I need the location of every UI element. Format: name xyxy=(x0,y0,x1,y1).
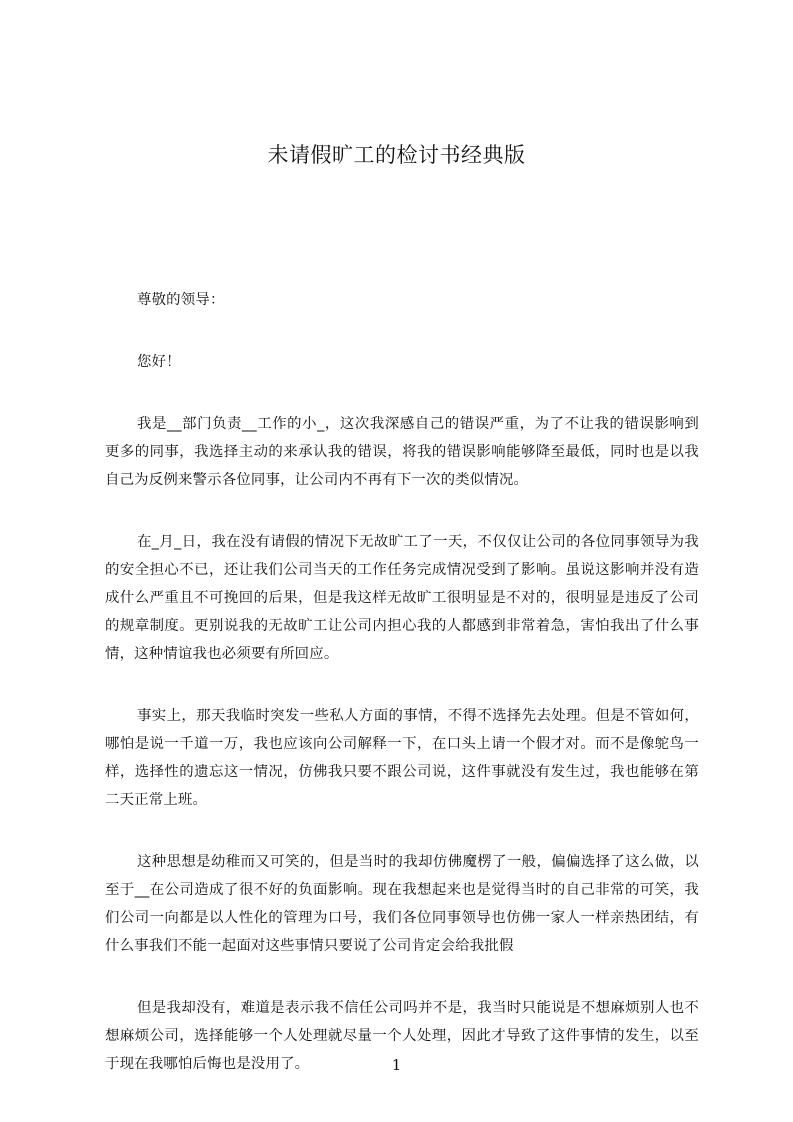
document-title: 未请假旷工的检讨书经典版 xyxy=(267,143,526,167)
paragraph-5: 但是我却没有，难道是表示我不信任公司吗并不是，我当时只能说是不想麻烦别人也不想麻烦公司，选择能够一个人处理就尽量一个人处理，因此才导致了这件事情的发生，以至于现在我哪怕后悔也是没用了。 xyxy=(105,1000,699,1072)
paragraph-spacer xyxy=(105,960,699,994)
salutation: 尊敬的领导： xyxy=(137,292,225,308)
paragraph-spacer xyxy=(105,494,699,528)
paragraph-2: 在_月_日，我在没有请假的情况下无故旷工了一天，不仅仅让公司的各位同事领导为我的安全担心不已，还让我们公司当天的工作任务完成情况受到了影响。虽说这影响并没有造成什么严重且不可挽回的后果，但是我这样无故旷工很明显是不对的，很明显是违反了公司的规章制度。更别说我的无故旷工让公司内担心我的人都感到非常着急，害怕我出了什么事情，这种情谊我也必须要有所回应。 xyxy=(105,534,699,662)
paragraph-4: 这种思想是幼稚而又可笑的，但是当时的我却仿佛魔楞了一般，偏偏选择了这么做，以至于__在公司造成了很不好的负面影响。现在我想起来也是觉得当时的自己非常的可笑，我们公司一向都是以人性化的管理为口号，我们各位同事领导也仿佛一家人一样亲热团结，有什么事我们不能一起面对这些事情只要说了公司肯定会给我批假 xyxy=(105,854,699,954)
page-number: 1 xyxy=(391,1056,402,1074)
document-body xyxy=(105,286,699,1078)
paragraph-spacer xyxy=(105,376,699,410)
paragraph-spacer xyxy=(105,668,699,702)
paragraph-1: 我是__部门负责__工作的小_，这次我深感自己的错误严重，为了不让我的错误影响到更多的同事，我选择主动的来承认我的错误，将我的错误影响能够降至最低，同时也是以我自己为反例来警示各位同事，让公司内不再有下一次的类似情况。 xyxy=(105,416,699,488)
paragraph-spacer xyxy=(105,814,699,848)
paragraph-spacer xyxy=(105,314,699,348)
paragraph-3: 事实上，那天我临时突发一些私人方面的事情，不得不选择先去处理。但是不管如何，哪怕是说一千道一万，我也应该向公司解释一下，在口头上请一个假才对。而不是像鸵鸟一样，选择性的遗忘这一情况，仿佛我只要不跟公司说，这件事就没有发生过，我也能够在第二天正常上班。 xyxy=(105,708,699,808)
greeting: 您好！ xyxy=(137,354,181,370)
